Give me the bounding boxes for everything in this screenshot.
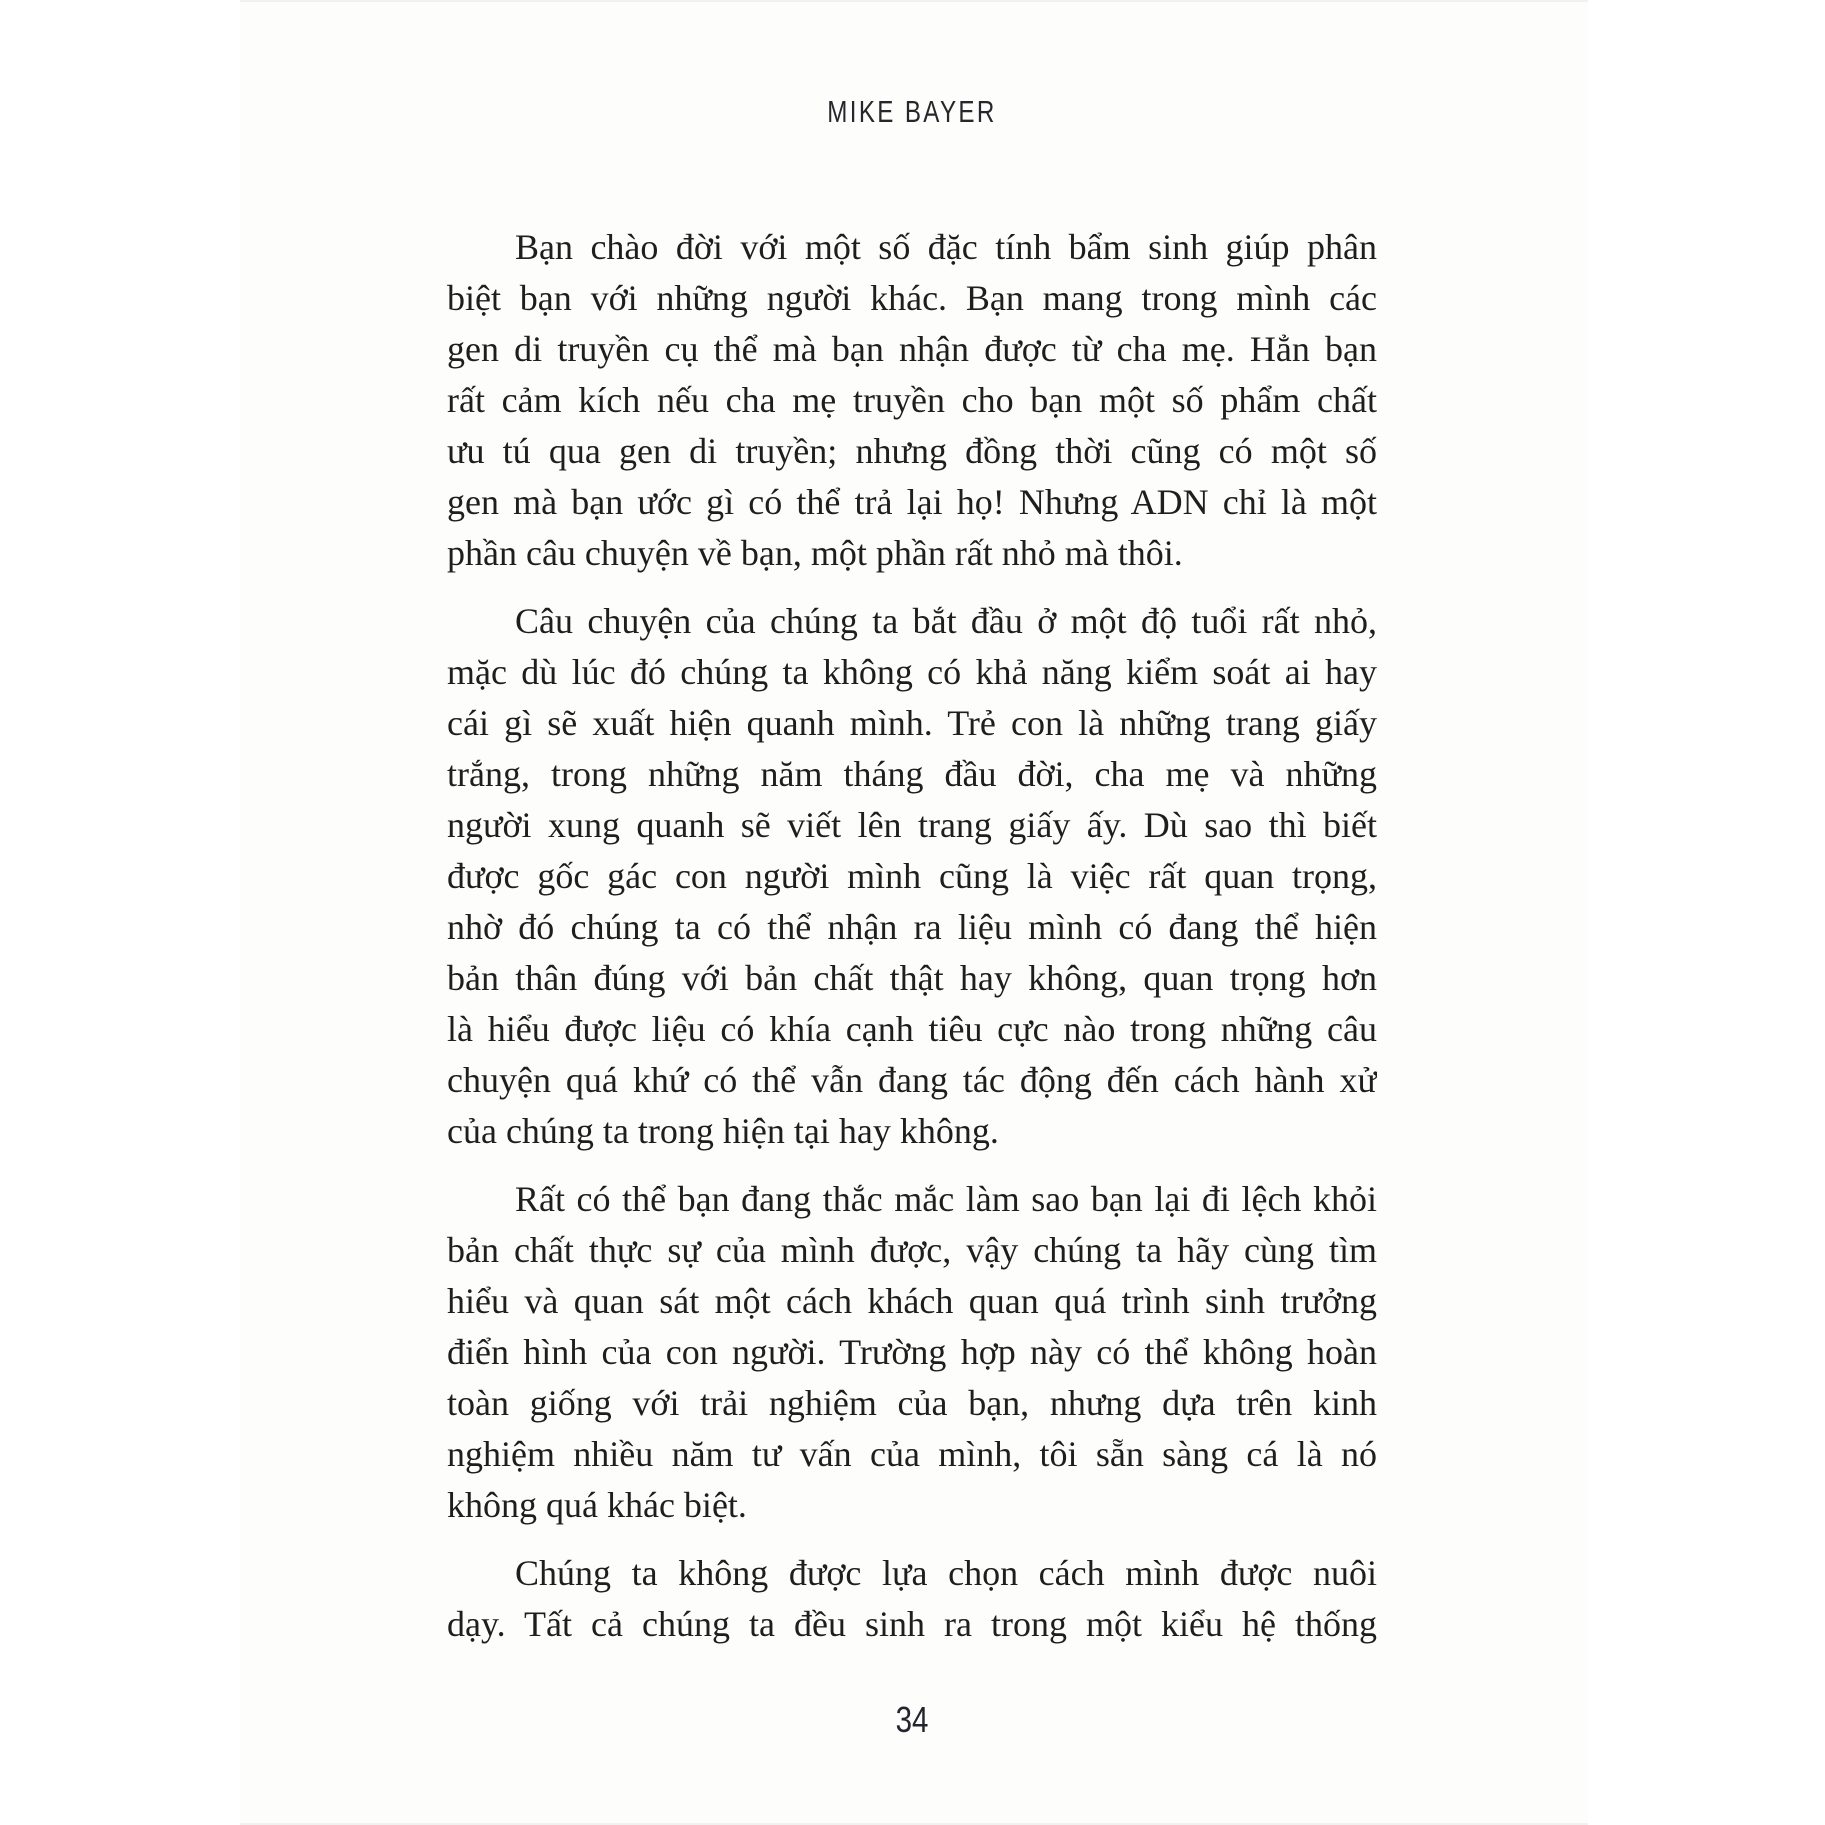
paragraph [447, 1548, 1377, 1650]
text-line: gen di truyền cụ thể mà bạn nhận được từ cha mẹ. Hẳn bạn [447, 329, 1377, 369]
text-line: của chúng ta trong hiện tại hay không. [447, 1111, 999, 1151]
text-line: nhờ đó chúng ta có thể nhận ra liệu mình có đang thể hiện [447, 907, 1377, 947]
text-line: chuyện quá khứ có thể vẫn đang tác động đến cách hành xử [447, 1060, 1377, 1100]
text-line: nghiệm nhiều năm tư vấn của mình, tôi sẵn sàng cá là nó [447, 1434, 1377, 1474]
paragraph [447, 222, 1377, 579]
text-line: được gốc gác con người mình cũng là việc rất quan trọng, [447, 856, 1377, 896]
text-line: người xung quanh sẽ viết lên trang giấy ấy. Dù sao thì biết [447, 805, 1377, 845]
body-text-block [447, 222, 1377, 1667]
text-line: hiểu và quan sát một cách khách quan quá trình sinh trưởng [447, 1281, 1377, 1321]
text-line: Bạn chào đời với một số đặc tính bẩm sinh giúp phân [515, 227, 1377, 267]
text-line: cái gì sẽ xuất hiện quanh mình. Trẻ con là những trang giấy [447, 703, 1377, 743]
text-line: Chúng ta không được lựa chọn cách mình được nuôi [515, 1553, 1377, 1593]
text-line: điển hình của con người. Trường hợp này có thể không hoàn [447, 1332, 1377, 1372]
text-line: ưu tú qua gen di truyền; nhưng đồng thời cũng có một số [447, 431, 1377, 471]
text-line: bản chất thực sự của mình được, vậy chúng ta hãy cùng tìm [447, 1230, 1377, 1270]
text-line: bản thân đúng với bản chất thật hay không, quan trọng hơn [447, 958, 1377, 998]
text-line: rất cảm kích nếu cha mẹ truyền cho bạn một số phẩm chất [447, 380, 1377, 420]
text-line: toàn giống với trải nghiệm của bạn, nhưng dựa trên kinh [447, 1383, 1377, 1423]
paragraph [447, 1174, 1377, 1531]
text-line: không quá khác biệt. [447, 1485, 747, 1525]
page-number: 34 [895, 1699, 929, 1740]
text-line: phần câu chuyện về bạn, một phần rất nhỏ mà thôi. [447, 533, 1183, 573]
text-line: Rất có thể bạn đang thắc mắc làm sao bạn lại đi lệch khỏi [515, 1179, 1377, 1219]
text-line: Câu chuyện của chúng ta bắt đầu ở một độ tuổi rất nhỏ, [515, 601, 1377, 641]
text-line: trắng, trong những năm tháng đầu đời, cha mẹ và những [447, 754, 1377, 794]
text-line: mặc dù lúc đó chúng ta không có khả năng kiểm soát ai hay [447, 652, 1377, 692]
running-header-author: MIKE BAYER [827, 94, 997, 129]
paragraph [447, 596, 1377, 1157]
text-line: gen mà bạn ước gì có thể trả lại họ! Nhưng ADN chỉ là một [447, 482, 1377, 522]
text-line: là hiểu được liệu có khía cạnh tiêu cực nào trong những câu [447, 1009, 1377, 1049]
text-line: dạy. Tất cả chúng ta đều sinh ra trong một kiểu hệ thống [447, 1604, 1377, 1644]
text-line: biệt bạn với những người khác. Bạn mang trong mình các [447, 278, 1377, 318]
